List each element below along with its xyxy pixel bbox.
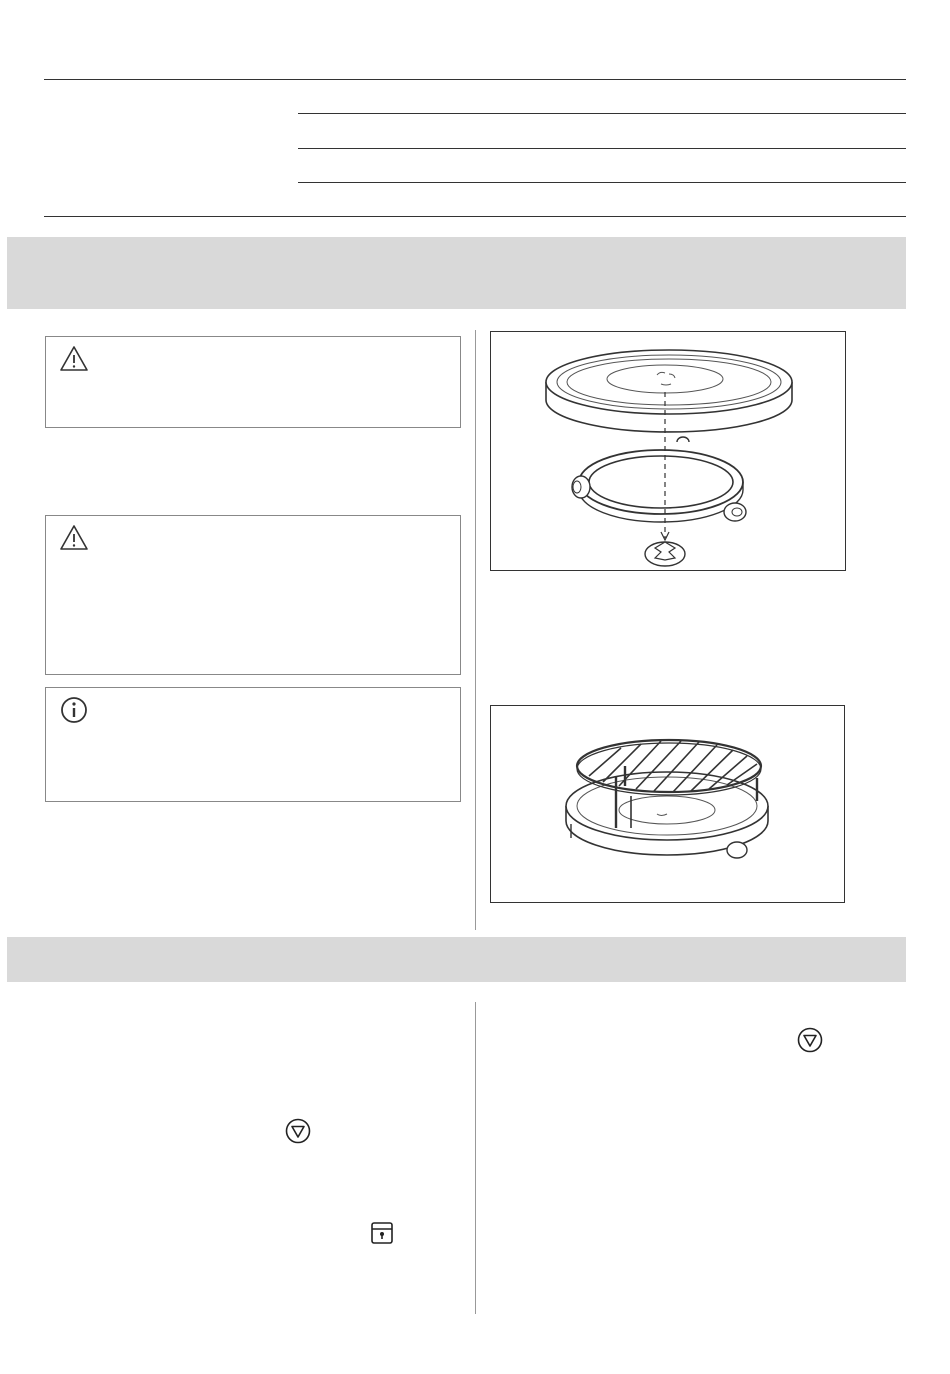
section-header-band bbox=[7, 937, 906, 982]
table-bottom-rule bbox=[44, 216, 906, 217]
door-open-button-icon bbox=[369, 1220, 395, 1246]
table-row-rule bbox=[298, 148, 906, 149]
down-triangle-button-icon bbox=[797, 1027, 823, 1053]
warning-notice bbox=[45, 336, 461, 428]
warning-triangle-icon bbox=[59, 523, 89, 553]
table-row-rule bbox=[298, 113, 906, 114]
info-circle-icon bbox=[59, 695, 89, 725]
warning-triangle-icon bbox=[59, 344, 89, 374]
column-divider bbox=[475, 1002, 476, 1314]
table-row-rule bbox=[298, 182, 906, 183]
section-header-band bbox=[7, 237, 906, 309]
wire-rack-illustration bbox=[491, 706, 846, 904]
column-divider bbox=[475, 330, 476, 930]
table-top-rule bbox=[44, 79, 906, 80]
down-triangle-button-icon bbox=[285, 1118, 311, 1144]
warning-notice bbox=[45, 515, 461, 675]
wire-rack-figure bbox=[490, 705, 845, 903]
turntable-assembly-illustration bbox=[491, 332, 847, 572]
turntable-assembly-figure bbox=[490, 331, 846, 571]
info-notice bbox=[45, 687, 461, 802]
